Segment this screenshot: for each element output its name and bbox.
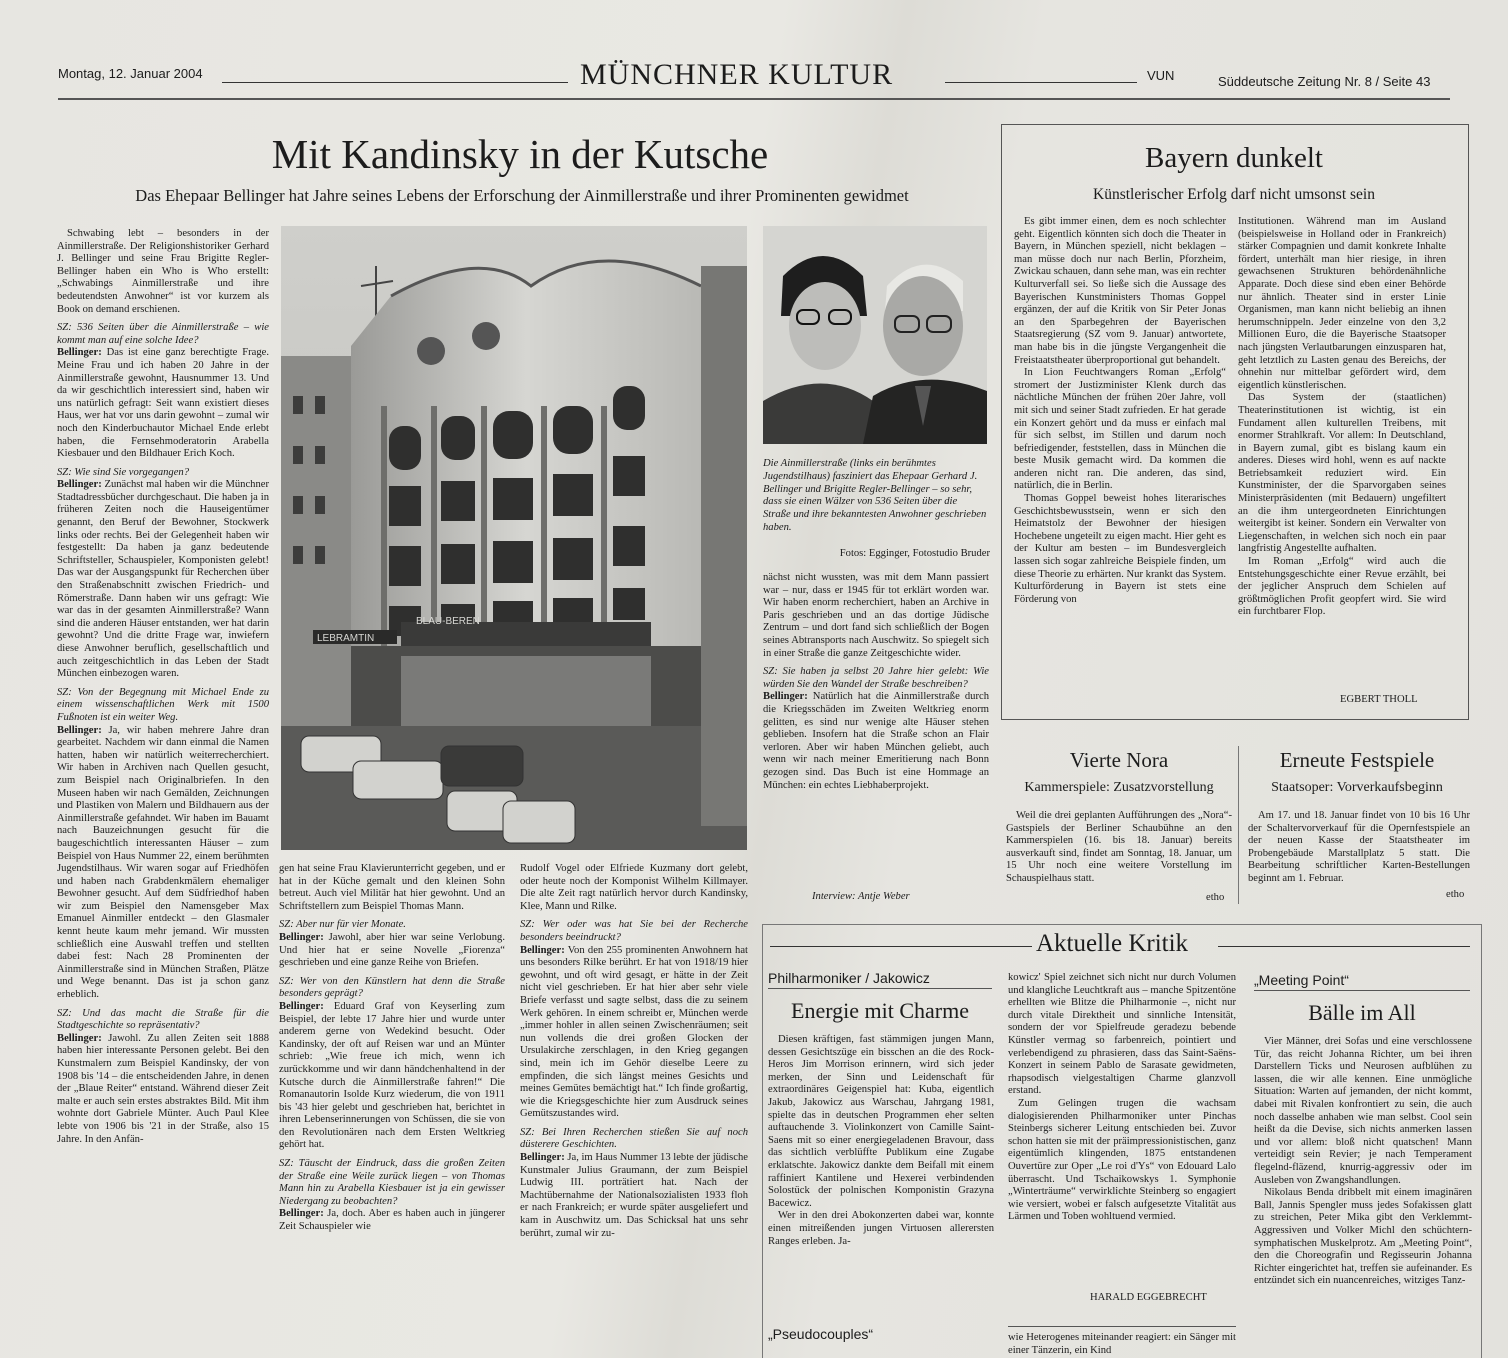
question: SZ: Bei Ihren Recherchen stießen Sie auf noch düsterere Geschichten. bbox=[520, 1126, 748, 1151]
building-photo bbox=[281, 226, 747, 850]
jugendstil-house-image bbox=[281, 226, 747, 850]
kicker-underline bbox=[1254, 990, 1470, 991]
answer: Bellinger: Jawohl. Zu allen Zeiten seit 1888 haben hier interessante Personen gelebt. Bei den Kunstmalern zum Beispiel Kandinsky, der von 1908 bis '14 – die entscheidenden Jahre, in denen der „Blaue Reiter“ entstand. Während dieser Zeit malte er auch sein erstes abstraktes Bild. Mit ihm wohnte dort Gabriele Münter. Auch Paul Klee lebte von 1906 bis '21 in der Straße, also 15 Jahre. In den Anfän- bbox=[57, 1032, 269, 1145]
intro-paragraph: Schwabing lebt – besonders in der Ainmillerstraße. Der Religionshistoriker Gerhard J. Bellinger und seine Frau Brigitte Regler-Bellinger haben ein Who is Who erstellt: „Schwabings Ainmillerstraße und ihre bedeutendsten Anwohner“ ist vor kurzem als Book on demand erschienen. bbox=[57, 228, 269, 315]
kritik-headline-1: Energie mit Charme bbox=[791, 998, 969, 1023]
paragraph: In Lion Feuchtwangers Roman „Erfolg“ stromert der Justizminister Klenk durch das nächtliche München der frühen 20er Jahre, voll mit sich und seiner Stadt zufrieden. Er hat gerade ein Konzert gehört und da muss er einfach mal für sich selbst, im Stillen und darum noch befriedigender, feststellen, dass in München die beste Musik gemacht wird. Da kommen die anderen nicht ran. Die anderen, das sind, natürlich, die in Berlin. bbox=[1014, 367, 1226, 492]
paragraph: Institutionen. Während man im Ausland (beispielsweise in Holland oder in Frankreich) stärker Compagnien und damit konkrete Inhalte fördert, unterhält man hier riesige, in ihren gewachsenen Strukturen behördenähnliche Apparate. Doch diese sind eben einer Behörde nur ähnlich. Theater sind in erster Linie Organismen, man kann nicht beliebig an ihnen herumschnippeln. Jeder einzelne von den 3,2 Millionen Euro, die die Bayerische Staatsoper nach jüngsten Verlautbarungen einzusparen hat, geht letztlich zu Lasten genau des Bereichs, der ohnehin nur mittelbar gefördert wird, dem eigentlich künstlerischen. bbox=[1238, 216, 1446, 391]
festspiele-author: etho bbox=[1446, 889, 1465, 900]
paragraph: wie Heterogenes miteinander reagiert: ein Sänger mit einer Tänzerin, ein Kind bbox=[1008, 1332, 1236, 1356]
nora-headline: Vierte Nora bbox=[1069, 748, 1169, 772]
kritik-kicker-1: Philharmoniker / Jakowicz bbox=[768, 970, 930, 986]
question: SZ: Aber nur für vier Monate. bbox=[279, 919, 406, 931]
answer-continued: nächst nicht wussten, was mit dem Mann passiert war – nur, dass er 1945 für tot erklärt worden war. Wir haben enorm recherchiert, haben an Archive in Paris geschrieben und an das dortige Jüdische Zentrum – und dort fand sich schließlich der Bogen seines Abtransports nach Auschwitz. So spiegelt sich in einer Straße die ganze Zeitgeschichte wider. bbox=[763, 572, 989, 659]
paragraph: Diesen kräftigen, fast stämmigen jungen Mann, dessen Gesichtszüge ein bisschen an die des Rock-Heros Jim Morrison erinnern, wird sich jeder merken, der Sinn und Leidenschaft für extraordinäres Geigenspiel hat: Kuba, eigentlich Jakub, Jakowicz aus Warschau, Jahrgang 1981, spielte das in deutschen Programmen eher selten auftauchende 3. Violinkonzert von Camille Saint-Saens mit so einer energiegeladenen Bravour, dass das sichtlich verblüffte Publikum eine Zugabe erklatschte. Jakowicz dankte dem Beifall mit einem raffiniert Kantilene und Hexerei verbindenden Solostück der polnischen Komponistin Grazyna Bacewicz. bbox=[768, 1034, 994, 1209]
nora-subhead: Kammerspiele: Zusatzvorstellung bbox=[1024, 780, 1214, 795]
header-bottom-rule bbox=[58, 98, 1450, 100]
festspiele-subhead: Staatsoper: Vorverkaufsbeginn bbox=[1271, 780, 1443, 795]
paragraph: Zum Gelingen trugen die wachsam dialogisierenden Philharmoniker unter Pinchas Steinbergs sicherer Leitung entschieden bei. Zuvor schon hatten sie mit der präimpressionistischen, ganz eigentümlich klingenden, 1875 entstandenen Ouvertüre zur Oper „Le roi d'Ys“ von Edouard Lalo überrascht. Und Tschaikowskys 1. Symphonie „Winterträume“ verwirklichte Steinberg so engagiert wie versiert, wobei er falsch aufgesetzte Vitalität aus Lärmen und Toben wohltuend vermied. bbox=[1008, 1097, 1236, 1223]
kritik-rule-right bbox=[1218, 946, 1470, 947]
kritik-kicker-3: „Meeting Point“ bbox=[1254, 972, 1349, 988]
kritik-column-2-next bbox=[1008, 1332, 1236, 1358]
festspiele-headline: Erneute Festspiele bbox=[1279, 748, 1435, 772]
couple-portrait-photo bbox=[763, 226, 987, 444]
header-rule-left bbox=[222, 82, 568, 83]
nora-text: Weil die drei geplanten Aufführungen des „Nora“-Gastspiels der Berliner Schaubühne an den Kammerspielen (16. bis 18. Januar) bereits ausverkauft sind, findet am Sonntag, 18. Januar, um 15 Uhr noch eine weitere Vorstellung im Schauspielhaus statt. bbox=[1006, 810, 1232, 884]
answer: Bellinger: Ja, doch. Aber es haben auch in jüngerer Zeit Schauspieler wie bbox=[279, 1208, 505, 1233]
answer: Bellinger: Natürlich hat die Ainmillerstraße durch die Kriegsschäden im Zweiten Weltkrieg enorm gelitten, es sind nur wenige alte Häuser stehen geblieben. Insofern hat die Straße schon an Flair verloren. Aber wir haben München geliebt, auch wenn wir nach meiner Emeritierung nach Bonn gezogen sind. Das Buch ist eine Hommage an München: ein echtes Liebhaberprojekt. bbox=[763, 691, 989, 791]
kicker-underline bbox=[768, 988, 992, 989]
kritik-column-2 bbox=[1008, 972, 1236, 1308]
question: SZ: 536 Seiten über die Ainmillerstraße – wie kommt man auf eine solche Idee? bbox=[57, 322, 269, 346]
answer: Bellinger: Zunächst mal haben wir die Münchner Stadtadressbücher durchgeschaut. Die haben ja in früheren Zeiten noch die Hauseigentümer genannt, den Beruf der Bewohner, Stockwerk links oder rechts. Bei der Gelegenheit haben wir festgestellt: Da haben ja ganz bedeutende Schriftsteller, Schauspieler, Komponisten gelebt! Das war der Ausgangspunkt für Recherchen über den Straßenabschnitt zwischen Friedrich- und Römerstraße. Dann haben wir uns gefragt: Wie war das in der gesamten Ainmillerstraße? Wann sind die anderen Häuser entstanden, wer hat darin gewohnt? Und die dritte Frage war, inwiefern diese Anwohner beruflich, gesellschaftlich und auch zeitgeschichtlich in das Leben der Stadt München einbezogen waren. bbox=[57, 479, 269, 680]
paragraph: Das System der (staatlichen) Theaterinstitutionen ist wichtig, ist ein Fundament allen kulturellen Treibens, mit enormer Strahlkraft. Vor allem: In Deutschland, in Bayern zumal, gibt es bislang kaum ein anderes. Dieses wird hohl, wenn es auf nackte Betriebsamkeit reduziert wird. Ein Kunstminister, der die Sparvorgaben seines Ministerpräsidenten (mit Bedauern) ungefiltert an die ihm untergeordneten Einrichtungen weitergibt ist keiner. Sondern ein Verwalter von Liegenschaften, in welchen sich noch ein paar langfristig Angestellte aufhalten. bbox=[1238, 392, 1446, 555]
answer: Bellinger: Das ist eine ganz berechtigte Frage. Meine Frau und ich haben 20 Jahre in der Ainmillerstraße gewohnt, Hausnummer 13. Und da wir geschichtlich interessiert sind, haben wir uns natürlich gefragt: Seit wann existiert dieses Haus, wer hat vor uns darin gewohnt – zumal wir noch den Kinderbuchautor Michael Ende erlebt haben, die Fernsehmoderatorin Arabella Kiesbauer und den Bildhauer Erich Koch. bbox=[57, 347, 269, 460]
answer: Bellinger: Ja, im Haus Nummer 13 lebte der jüdische Kunstmaler Julius Graumann, der zum Beispiel Ludwig III. porträtiert hat. Nach der Machtübernahme der Nationalsozialisten 1933 floh er nach Frankreich; er wurde später ausgeliefert und kam in Auschwitz um. Das Schicksal hat uns sehr berührt, zumal wir zu- bbox=[520, 1152, 748, 1239]
paragraph: Nikolaus Benda dribbelt mit einem imaginären Ball, Jannis Spengler muss jedes Sofakissen glatt zu streichen, Peter Mika gibt den Verklemmt-Aggressiven und Volker Michl den schüchtern-symphatischen Muskelprotz. Am „Meeting Point“, den die Choreografin und Regisseurin Johanna Richter eingerichtet hat, treffen sie aufeinander. Es entzündet sich ein nuancenreiches, witziges Tanz- bbox=[1254, 1187, 1472, 1287]
article-column-1 bbox=[57, 228, 269, 1340]
question: SZ: Wie sind Sie vorgegangen? bbox=[57, 466, 190, 478]
commentary-column-2 bbox=[1238, 216, 1446, 694]
paragraph: Im Roman „Erfolg“ wird auch die Entstehungsgeschichte einer Revue erzählt, bei der jeglicher Anspruch dem Schielen auf größtmöglichen Profit geopfert wird. Sie wird ein furchtbarer Flop. bbox=[1238, 556, 1446, 618]
nora-author: etho bbox=[1206, 892, 1225, 903]
question: SZ: Wer von den Künstlern hat denn die Straße besonders geprägt? bbox=[279, 975, 505, 1000]
photo-credit: Fotos: Egginger, Fotostudio Bruder bbox=[839, 548, 990, 559]
column-break-rule bbox=[1008, 1326, 1236, 1327]
question: SZ: Und das macht die Straße für die Stadtgeschichte so repräsentativ? bbox=[57, 1007, 269, 1032]
commentary-author: EGBERT THOLL bbox=[1340, 694, 1418, 705]
article-column-4 bbox=[763, 572, 989, 882]
article-column-2 bbox=[279, 863, 505, 1343]
section-title: MÜNCHNER KULTUR bbox=[580, 58, 894, 91]
issue-date: Montag, 12. Januar 2004 bbox=[58, 66, 203, 81]
kritik-headline-3: Bälle im All bbox=[1308, 1000, 1416, 1025]
kritik-kicker-bottom: „Pseudocouples“ bbox=[768, 1326, 874, 1342]
answer: Bellinger: Eduard Graf von Keyserling zum Beispiel, der lebte 17 Jahre hier und wurde unter anderem gerne von Wedekind besucht. Oder Kandinsky, der oft auf Reisen war und an Münter schrieb: „Wie freue ich mich, wenn ich zurückkomme und wir dann händchenhaltend in der Kutsche durch die Ainmillerstraße fahren!“ Die Romanautorin Isolde Kurz wiederum, die von 1911 bis '43 hier gelebt und geschrieben hat, berichtet in ihren Lebenserinnerungen von Schüssen, die sie von den Revolutionären nach dem Ersten Weltkrieg gehört hat. bbox=[279, 1000, 505, 1151]
answer-continued: gen hat seine Frau Klavierunterricht gegeben, und er hat in der Küche gemalt und den kleinen Sohn betreut. Auch viel Militär hat hier gewohnt. Und an Schriftstellern zum Beispiel Thomas Mann. bbox=[279, 863, 505, 912]
bellinger-portrait-image bbox=[763, 226, 987, 444]
festspiele-body bbox=[1248, 810, 1470, 902]
paragraph: kowicz' Spiel zeichnet sich nicht nur durch Volumen und klangliche Leuchtkraft aus – manche Spitzentöne erhellten wie Blitze die Philharmonie –, nicht nur durch vitale Direktheit und sinnliche Intensität, sondern der vor Spielfreude geradezu bebende Künstler vermag so farbenreich, pointiert und verlebendigend zu phrasieren, dass das Saint-Saëns-Konzert in seinem Pablo de Sarasate gewidmeten, rhapsodisch vielgestaltigen Charme glanzvoll erstand. bbox=[1008, 972, 1236, 1097]
photo-caption: Die Ainmillerstraße (links ein berühmtes Jugendstilhaus) fasziniert das Ehepaar Gerhard J. Bellinger und Brigitte Regler-Bellinger – so sehr, dass sie einen Wälzer von 536 Seiten über die Straße und ihre bekanntesten Anwohner geschrieben haben. bbox=[763, 458, 987, 533]
festspiele-text: Am 17. und 18. Januar findet von 10 bis 16 Uhr der Schaltervorverkauf für die Opernfestspiele an der neuen Kasse der Staatstheater im Probengebäude Marstallplatz 5 statt. Die Bearbeitung schriftlicher Karten-Bestellungen beginnt am 1. Februar. bbox=[1248, 810, 1470, 884]
answer: Bellinger: Von den 255 prominenten Anwohnern hat uns besonders Rilke berührt. Er hat von 1918/19 hier gewohnt, und oft wird gesagt, er hätte in der Zeit nicht viel geschrieben. Er hat hier aber sehr viele Briefe verfasst und sagte selbst, dass die zu seinem Werk gehören. In einem schreibt er, München werde „immer hohler in allen seinen Zwischenräumen; seit nun vollends die drei großen Glocken der Ursulakirche zerschlagen, in den Krieg gegangen sind, mein ich im Gehör dieselbe Leere zu empfinden, die sich längst meines Gesichts und meines Gemütes bemächtigt hat.“ Ich finde großartig, wie die Kriegsgeschichte hier zum Ausdruck seines Gemütszustandes wird. bbox=[520, 944, 748, 1120]
paragraph: Thomas Goppel beweist hohes literarisches Geschichtsbewusstsein, wenn er sich den Heimatstolz der Bewohner der hiesigen Hochebene ungeteilt zu eigen macht. Hier geht es der Kultur am besten – im Bundesvergleich lassen sich sogar zahlreiche Beispiele finden, um diese Theorie zu erhärten. Nur krankt das System. Kulturförderung in Bayern ist stets eine Förderung von bbox=[1014, 493, 1226, 605]
commentary-column-1 bbox=[1014, 216, 1226, 708]
answer: Bellinger: Ja, wir haben mehrere Jahre dran gearbeitet. Nachdem wir dann einmal die Namen hatten, haben wir natürlich weiterrecherchiert. Wir haben in Archiven nach Quellen gesucht, zum Beispiel nach Originalbriefen. In den Museen haben wir nach Gemälden, Zeichnungen und Plastiken von Malern und Bildhauern aus der Ainmillerstraße gefahndet. Wir haben im Bauamt nach Bauzeichnungen gesucht für die baugeschichtlich interessanten Häuser – zum Beispiel von Haus Nummer 22, einem berühmten Jugendstilhaus. Wir waren sogar auf Friedhöfen und haben nach Grabdenkmälern ehemaliger Bewohner gesucht. Auf dem Südfriedhof haben wir zum Beispiel den Namensgeber Max Emanuel Ainmiller entdeckt – den Glasmaler kennt heute kaum mehr jemand. Wir mussten schließlich eine Auswahl treffen und stellten dabei fest: Nach 28 Prominenten der Ainmillerstraße sind in München Straßen, Plätze und Wege benannt. Das ist ja schon ganz erheblich. bbox=[57, 724, 269, 1001]
page-number: Süddeutsche Zeitung Nr. 8 / Seite 43 bbox=[1218, 74, 1431, 89]
question: SZ: Wer oder was hat Sie bei der Recherche besonders beeindruckt? bbox=[520, 919, 748, 943]
kritik-banner: Aktuelle Kritik bbox=[1036, 930, 1189, 957]
question: SZ: Sie haben ja selbst 20 Jahre hier gelebt: Wie würden Sie den Wandel der Straße beschreiben? bbox=[763, 666, 989, 690]
commentary-headline: Bayern dunkelt bbox=[1145, 142, 1323, 174]
kritik-rule-left bbox=[770, 946, 1032, 947]
kritik-column-3 bbox=[1254, 1036, 1472, 1358]
header-rule-right bbox=[945, 82, 1137, 83]
nora-body bbox=[1006, 810, 1232, 902]
interview-credit: Interview: Antje Weber bbox=[812, 891, 910, 902]
question: SZ: Von der Begegnung mit Michael Ende zu einem wissenschaftlichen Werk mit 1500 Fußnoten ist ein weiter Weg. bbox=[57, 686, 269, 723]
answer: Bellinger: Jawohl, aber hier war seine Verlobung. Und hier hat er seine Novelle „Fiorenza“ geschrieben und eine ganze Reihe von Briefen. bbox=[279, 931, 505, 969]
commentary-subhead: Künstlerischer Erfolg darf nicht umsonst sein bbox=[1093, 186, 1375, 203]
shop-sign-right: BLAU-BEREN bbox=[416, 616, 480, 627]
column-divider bbox=[1238, 746, 1239, 904]
article-subhead: Das Ehepaar Bellinger hat Jahre seines Lebens der Erforschung der Ainmillerstraße und ihrer Prominenten gewidmet bbox=[135, 186, 909, 205]
article-headline: Mit Kandinsky in der Kutsche bbox=[271, 131, 769, 177]
kritik-column-1 bbox=[768, 1034, 994, 1308]
edition-code: VUN bbox=[1147, 68, 1175, 83]
question: SZ: Täuscht der Eindruck, dass die großen Zeiten der Straße eine Weile zurück liegen – von Thomas Mann hin zu Arabella Kiesbauer ist ja ein gewisser Niedergang zu beobachten? bbox=[279, 1158, 505, 1207]
paragraph: Es gibt immer einen, dem es noch schlechter geht. Eigentlich könnten sich doch die Theater in Bayern, in München speziell, nicht beklagen – man müsse doch nur nach Berlin, Pforzheim, Zwickau schauen, dann sehe man, was ein rechter Kulturverfall sei. So ließe sich die Aussage des Bayerischen Kunstministers Thomas Goppel ergänzen, der auf die Kritik von Sir Peter Jonas an den Sparbegehren der Bayerischen Staatsregierung (SZ vom 9. Januar) antwortete, man habe bis in die jüngste Vergangenheit die Freistaatstheater überproportional gut behandelt. bbox=[1014, 216, 1226, 366]
kritik-author-2: HARALD EGGEBRECHT bbox=[1090, 1292, 1207, 1303]
article-column-3 bbox=[520, 863, 748, 1343]
answer-continued: Rudolf Vogel oder Elfriede Kuzmany dort gelebt, oder heute noch der Komponist Wilhelm Killmayer. Die alte Zeit ragt natürlich hervor durch Kandinsky, Klee, Mann und Rilke. bbox=[520, 863, 748, 912]
paragraph: Wer in den drei Abokonzerten dabei war, konnte einen mitreißenden jungen Virtuosen allerersten Ranges erleben. Ja- bbox=[768, 1210, 994, 1247]
paragraph: Vier Männer, drei Sofas und eine verschlossene Tür, das reicht Johanna Richter, um bei ihren Darstellern Ticks und Neurosen aufblühen zu lassen, die wir alle kennen. Eine unmögliche Situation: Warten auf jemanden, der nicht kommt, dabei mit Rivalen konfrontiert zu sein, die auch noch dasselbe anhaben wie man selbst. Cool sein heißt da die Devise, sich nichts anmerken lassen und vor allem: bloß nicht quatschen! Mann verteidigt sein Revier; je nach Temperament flegelnd-fläzend, knurrig-aggressiv oder im Ausleben von Zwangshandlungen. bbox=[1254, 1036, 1472, 1186]
shop-sign-left: LEBRAMTIN bbox=[317, 633, 375, 644]
